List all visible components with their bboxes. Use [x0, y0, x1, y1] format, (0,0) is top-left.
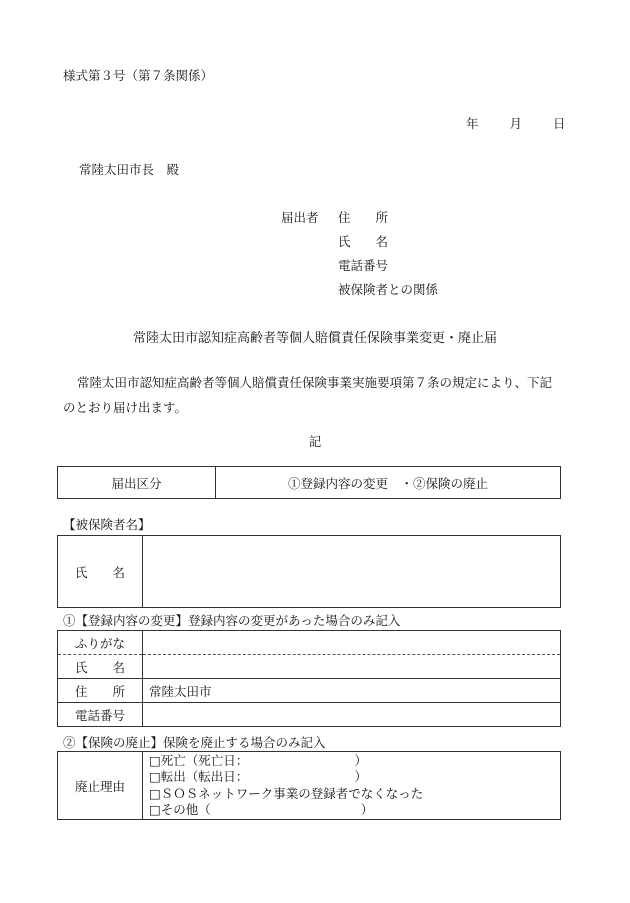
ki-heading: 記 — [308, 434, 322, 449]
change-heading: ①【登録内容の変更】登録内容の変更があった場合のみ記入 — [63, 613, 401, 628]
abolish-option-sos[interactable]: □ＳＯＳネットワーク事業の登録者でなくなった — [149, 785, 424, 801]
change-name-field[interactable] — [143, 655, 561, 679]
kind-label: 届出区分 — [58, 467, 216, 499]
table-row — [58, 679, 561, 703]
abolish-table — [57, 751, 561, 820]
insured-name-table — [57, 535, 561, 608]
kind-value[interactable]: ①登録内容の変更 ・②保険の廃止 — [216, 467, 561, 499]
abolish-option-death[interactable]: □死亡（死亡日： ） — [149, 752, 368, 768]
form-number: 様式第３号（第７条関係） — [63, 68, 214, 83]
change-address-field[interactable]: 常陸太田市 — [143, 679, 561, 703]
table-row — [58, 631, 561, 655]
insured-name-label: 氏 名 — [58, 536, 143, 608]
change-address-label: 住 所 — [58, 679, 143, 703]
applicant-relation-label: 被保険者との関係 — [338, 282, 439, 297]
document-title: 常陸太田市認知症高齢者等個人賠償責任保険事業変更・廃止届 — [132, 331, 497, 346]
applicant-label: 届出者 — [281, 210, 319, 225]
abolish-heading: ②【保険の廃止】保険を廃止する場合のみ記入 — [63, 735, 326, 750]
change-table — [57, 630, 561, 727]
applicant-name-label: 氏 名 — [338, 234, 389, 249]
change-furigana-field[interactable] — [143, 631, 561, 655]
date-day: 日 — [553, 116, 566, 131]
change-furigana-label: ふりがな — [58, 631, 143, 655]
date-year: 年 — [466, 116, 479, 131]
abolish-option-moveout[interactable]: □転出（転出日： ） — [149, 769, 368, 784]
table-row — [58, 655, 561, 679]
change-phone-field[interactable] — [143, 703, 561, 727]
abolish-reason-label: 廃止理由 — [58, 752, 143, 820]
table-row — [58, 703, 561, 727]
date-line — [466, 114, 566, 132]
body-text: 常陸太田市認知症高齢者等個人賠償責任保険事業実施要項第７条の規定により、下記のとおり届け出ます。 — [63, 375, 553, 415]
insured-heading: 【被保険者名】 — [63, 517, 151, 532]
date-month: 月 — [509, 116, 523, 131]
abolish-reason-options — [143, 752, 561, 820]
change-name-label: 氏 名 — [58, 655, 143, 679]
addressee: 常陸太田市長 殿 — [79, 162, 180, 177]
insured-name-field[interactable] — [143, 536, 561, 608]
change-phone-label: 電話番号 — [58, 703, 143, 727]
applicant-address-label: 住 所 — [338, 210, 389, 225]
abolish-option-other[interactable]: □その他（ ） — [149, 802, 374, 817]
kind-table — [57, 466, 561, 499]
applicant-phone-label: 電話番号 — [338, 258, 389, 273]
